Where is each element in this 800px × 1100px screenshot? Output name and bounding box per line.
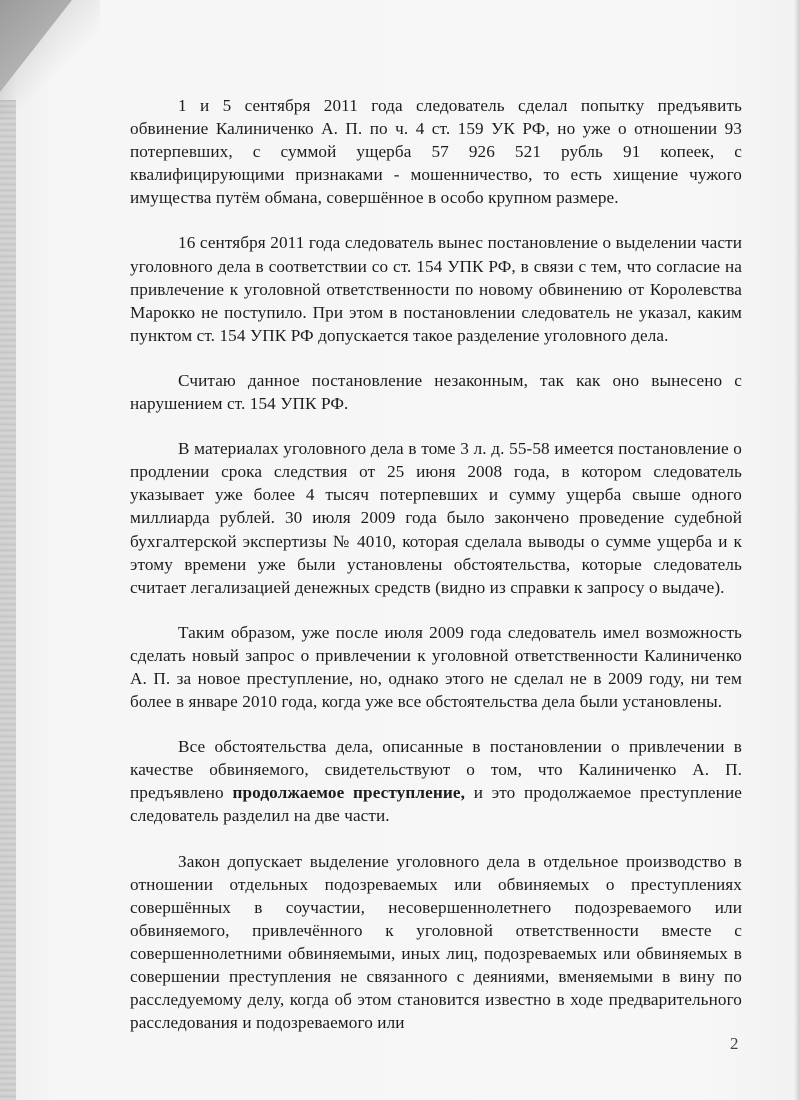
paragraph-6-before: Все обстоятельства дела, описанные в постановлении о привлечении в качестве обвиняемого, свидетельствуют о том, что Калиниченко А. П. предъявлено bbox=[130, 737, 742, 803]
folded-corner bbox=[0, 0, 72, 92]
paragraph-5: Таким образом, уже после июля 2009 года следователь имел возможность сделать новый запрос о привлечении к уголовной ответственности Калиниченко А. П. за новое преступление, но, однако этого не сделал не в 2009 году, ни тем более в январе 2010 года, когда уже все обстоятельства дела были установлены. bbox=[130, 622, 742, 712]
paragraph-6 bbox=[130, 735, 742, 827]
paragraph-6-bold-term: продолжаемое преступление, bbox=[232, 783, 465, 803]
paragraph-3: Считаю данное постановление незаконным, так как оно вынесено с нарушением ст. 154 УПК РФ. bbox=[130, 370, 742, 414]
scan-left-edge-shadow bbox=[0, 100, 16, 1100]
paragraph-6-after: и это продолжаемое преступление следователь разделил на две части. bbox=[130, 783, 742, 826]
page-number: 2 bbox=[730, 1034, 739, 1053]
paragraph-7: Закон допускает выделение уголовного дела в отдельное производство в отношении отдельных подозреваемых или обвиняемых о преступлениях совершённых в соучастии, несовершеннолетнего подозреваемого или обвиняемого, привлечённого к уголовной ответственности вместе с совершеннолетними обвиняемыми, иных лиц, подозреваемых или обвиняемых в совершении преступления не связанного с деяниями, вменяемыми в вину по расследуемому делу, когда об этом становится известно в ходе предварительного расследования и подозреваемого или bbox=[130, 851, 742, 1033]
paragraph-1: 1 и 5 сентября 2011 года следователь сделал попытку предъявить обвинение Калиниченко А. П. по ч. 4 ст. 159 УК РФ, но уже о отношении 93 потерпевших, с суммой ущерба 57 926 521 рубль 91 копеек, с квалифицирующими признаками - мошенничество, то есть хищение чужого имущества путём обмана, совершённое в особо крупном размере. bbox=[130, 96, 742, 208]
scan-right-edge-shadow bbox=[794, 0, 800, 1100]
paragraph-2: 16 сентября 2011 года следователь вынес постановление о выделении части уголовного дела в соответствии со ст. 154 УПК РФ, в связи с тем, что согласие на привлечение к уголовной ответственности по новому обвинению от Королевства Марокко не поступило. При этом в постановлении следователь не указал, каким пунктом ст. 154 УПК РФ допускается такое разделение уголовного дела. bbox=[130, 233, 742, 345]
document-body bbox=[130, 94, 742, 1056]
paragraph-4: В материалах уголовного дела в томе 3 л. д. 55-58 имеется постановление о продлении срока следствия от 25 июня 2008 года, в котором следователь указывает уже более 4 тысяч потерпевших и сумму ущерба свыше одного миллиарда рублей. 30 июля 2009 года было закончено проведение судебной бухгалтерской экспертизы № 4010, которая сделала выводы о сумме ущерба и к этому времени уже были установлены обстоятельства, которые следователь считает легализацией денежных средств (видно из справки к запросу о выдаче). bbox=[130, 439, 742, 597]
